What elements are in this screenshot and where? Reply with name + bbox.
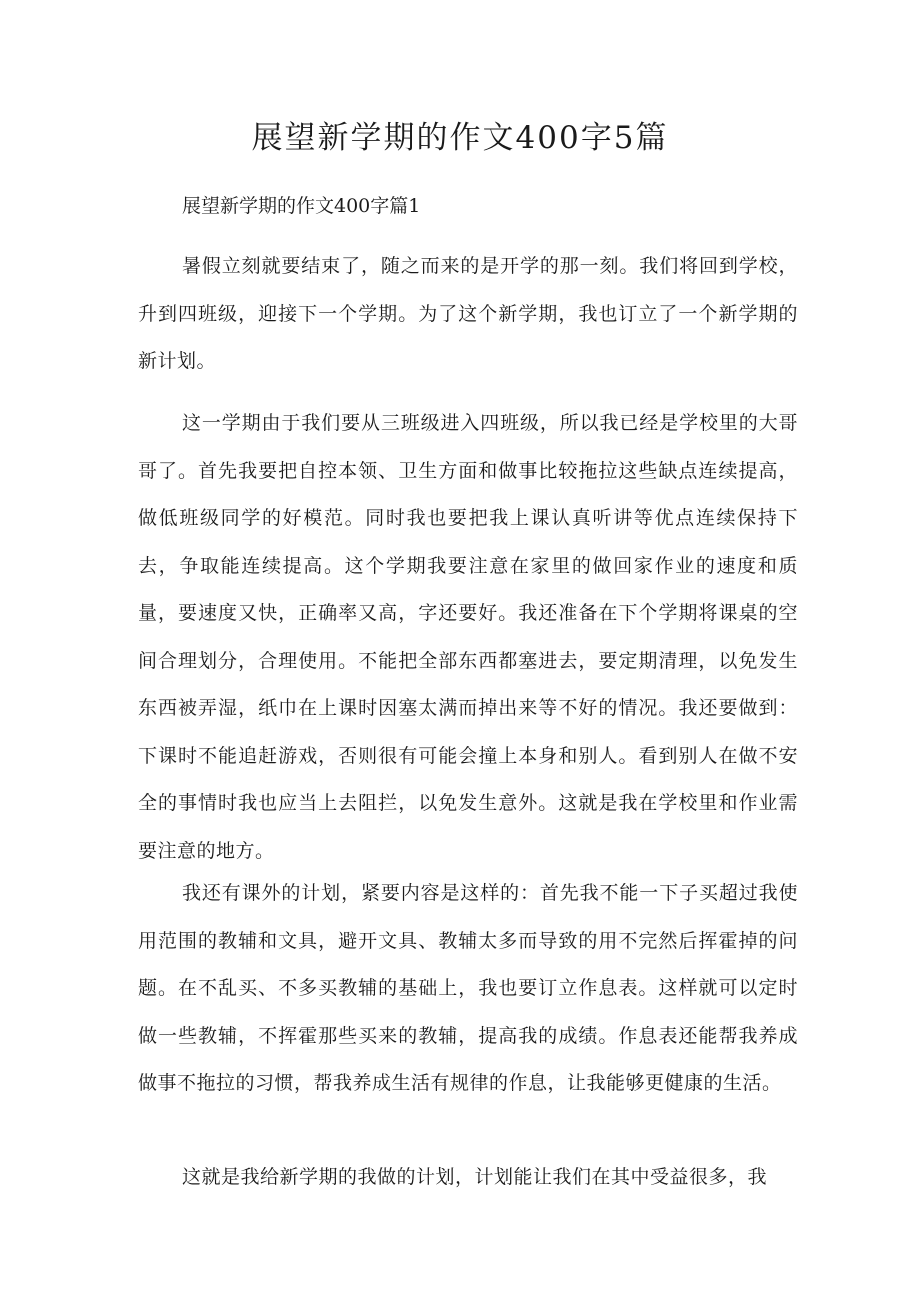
paragraph-4: 这就是我给新学期的我做的计划，计划能让我们在其中受益很多，我: [182, 1166, 768, 1188]
paragraph-2: 这一学期由于我们要从三班级进入四班级，所以我已经是学校里的大哥哥了。首先我要把自控本领、卫生方面和做事比较拖拉这些缺点连续提高，做低班级同学的好模范。同时我也要把我上课认真听讲等优点连续保持下去，争取能连续提高。这个学期我要注意在家里的做回家作业的速度和质量，要速度又快，正确率又高，字还要好。我还准备在下个学期将课桌的空间合理划分，合理使用。不能把全部东西都塞进去，要定期清理，以免发生东西被弄湿，纸巾在上课时因塞太满而掉出来等不好的情况。我还要做到：下课时不能追赶游戏，否则很有可能会撞上本身和别人。看到别人在做不安全的事情时我也应当上去阻拦，以免发生意外。这就是我在学校里和作业需要注意的地方。: [138, 412, 798, 862]
document-title: 展望新学期的作文400字5篇: [251, 120, 669, 156]
paragraph-1: 暑假立刻就要结束了，随之而来的是开学的那一刻。我们将回到学校，升到四班级，迎接下一个学期。为了这个新学期，我也订立了一个新学期的新计划。: [138, 255, 798, 372]
section-heading: 展望新学期的作文400字篇1: [182, 195, 421, 217]
paragraph-3: 我还有课外的计划，紧要内容是这样的：首先我不能一下子买超过我使用范围的教辅和文具，避开文具、教辅太多而导致的用不完然后挥霍掉的问题。在不乱买、不多买教辅的基础上，我也要订立作息表。这样就可以定时做一些教辅，不挥霍那些买来的教辅，提高我的成绩。作息表还能帮我养成做事不拖拉的习惯，帮我养成生活有规律的作息，让我能够更健康的生活。: [138, 882, 798, 1094]
